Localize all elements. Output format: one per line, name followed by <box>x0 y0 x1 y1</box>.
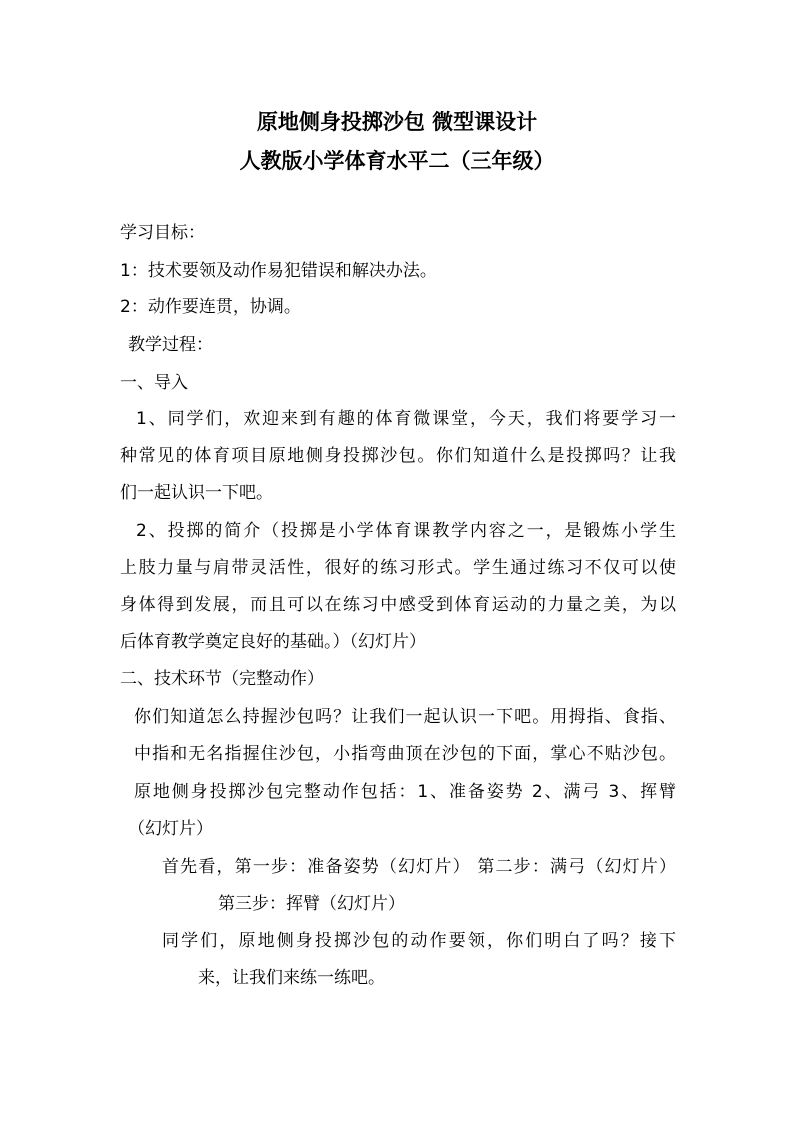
intro-paragraph-2-line-1: 2、投掷的简介（投掷是小学体育课教学内容之一，是锻炼小学生 <box>136 521 676 541</box>
process-heading: 教学过程： <box>128 335 213 355</box>
objective-item-2: 2：动作要连贯，协调。 <box>120 297 301 317</box>
technique-line-2: 中指和无名指握住沙包，小指弯曲顶在沙包的下面，掌心不贴沙包。 <box>134 744 676 764</box>
document-subtitle: 人教版小学体育水平二（三年级） <box>239 148 555 173</box>
section-1-heading: 一、导入 <box>120 373 188 393</box>
technique-line-3: 原地侧身投掷沙包完整动作包括：1、准备姿势 2、满弓 3、挥臂 <box>134 782 676 802</box>
intro-paragraph-1-line-3: 们一起认识一下吧。 <box>120 483 273 503</box>
intro-paragraph-2-line-4: 后体育教学奠定良好的基础。）（幻灯片） <box>120 632 426 652</box>
intro-paragraph-2-line-3: 身体得到发展，而且可以在练习中感受到体育运动的力量之美，为以 <box>120 595 676 615</box>
section-2-heading: 二、技术环节（完整动作） <box>120 669 324 689</box>
objectives-heading: 学习目标： <box>120 223 205 243</box>
closing-line-2: 来，让我们来练一练吧。 <box>198 968 385 988</box>
intro-paragraph-2-line-2: 上肢力量与肩带灵活性，很好的练习形式。学生通过练习不仅可以使 <box>120 558 676 578</box>
document-title: 原地侧身投掷沙包 微型课设计 <box>256 109 538 134</box>
steps-line-1: 首先看，第一步：准备姿势（幻灯片） 第二步：满弓（幻灯片） <box>162 857 676 877</box>
objective-item-1: 1：技术要领及动作易犯错误和解决办法。 <box>120 261 437 281</box>
closing-line-1: 同学们，原地侧身投掷沙包的动作要领，你们明白了吗？接下 <box>162 931 676 951</box>
intro-paragraph-1-line-1: 1、同学们，欢迎来到有趣的体育微课堂，今天，我们将要学习一 <box>136 409 676 429</box>
technique-line-4: （幻灯片） <box>128 819 213 839</box>
steps-line-2: 第三步：挥臂（幻灯片） <box>218 894 405 914</box>
technique-line-1: 你们知道怎么持握沙包吗？让我们一起认识一下吧。用拇指、食指、 <box>134 707 676 727</box>
intro-paragraph-1-line-2: 种常见的体育项目原地侧身投掷沙包。你们知道什么是投掷吗？让我 <box>120 446 676 466</box>
